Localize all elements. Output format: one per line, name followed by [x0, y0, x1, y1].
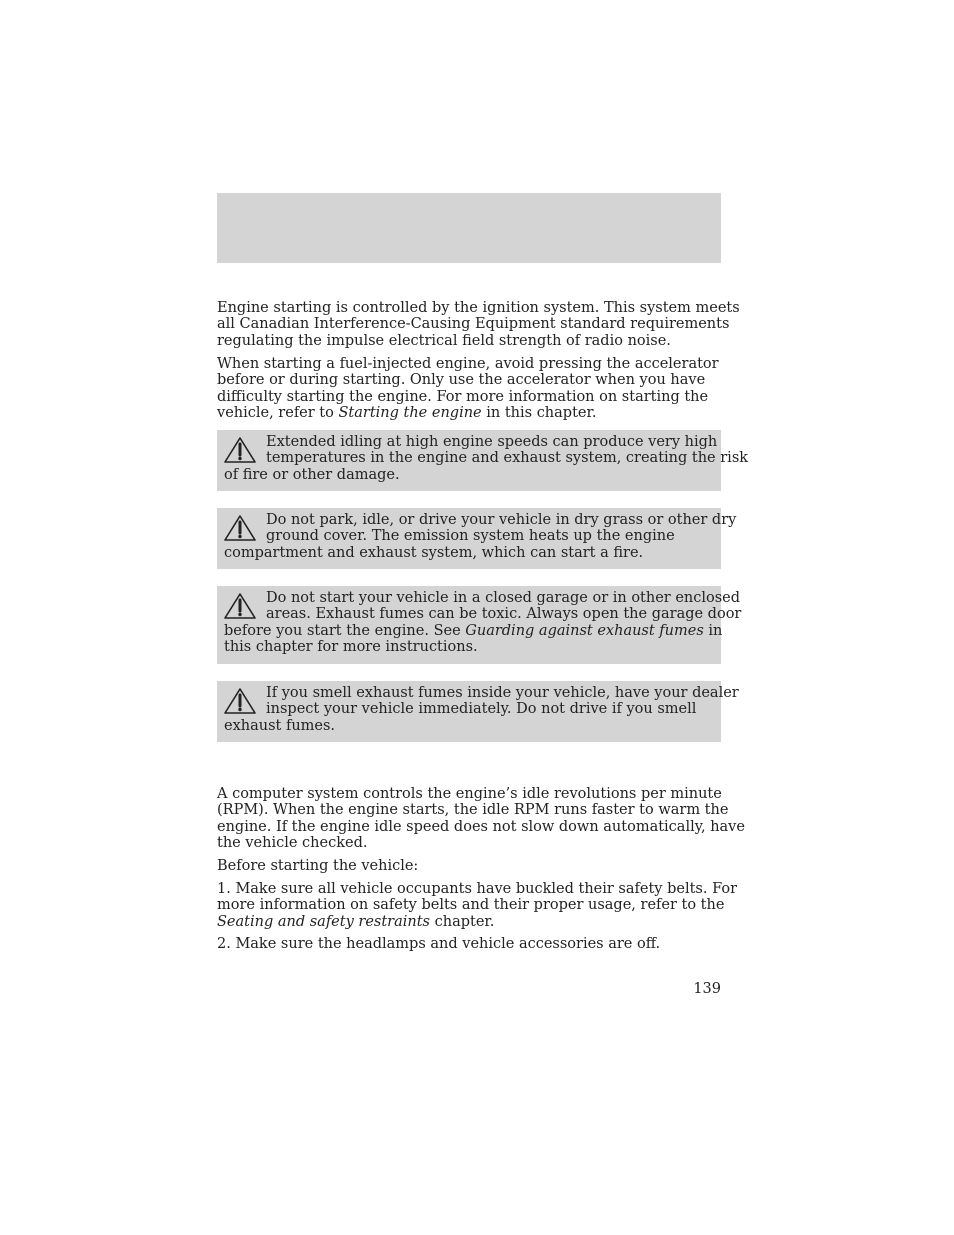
text-line: Do not start your vehicle in a closed garage or in other enclosed	[266, 590, 741, 606]
text-line: before or during starting. Only use the accelerator when you have	[217, 372, 706, 389]
text-line: inspect your vehicle immediately. Do not drive if you smell	[266, 701, 697, 718]
text-line: compartment and exhaust system, which can start a fire.	[224, 544, 644, 561]
warning-text	[224, 512, 736, 561]
text-line: temperatures in the engine and exhaust system, creating the risk	[266, 450, 749, 467]
warning-text	[224, 685, 739, 734]
text-line: Extended idling at high engine speeds can produce very high	[266, 434, 718, 450]
text-line: (RPM). When the engine starts, the idle RPM runs faster to warm the	[217, 802, 729, 819]
text-line: ground cover. The emission system heats up the engine	[266, 528, 675, 545]
text-line: Do not park, idle, or drive your vehicle in dry grass or other dry	[266, 512, 737, 528]
text-line: difficulty starting the engine. For more information on starting the	[217, 388, 709, 405]
cross-reference: Seating and safety restraints	[217, 913, 430, 930]
text-line: exhaust fumes.	[224, 717, 336, 734]
text-fragment: in	[703, 622, 723, 639]
text-fragment: before you start the engine. See	[224, 622, 466, 639]
text-line: 1. Make sure all vehicle occupants have buckled their safety belts. For	[217, 881, 737, 897]
text-line: of fire or other damage.	[224, 466, 400, 483]
before-starting-label: Before starting the vehicle:	[217, 858, 419, 874]
warning-box-dry-grass	[217, 508, 737, 569]
cross-reference: Starting the engine	[338, 404, 482, 421]
text-line: Engine starting is controlled by the ignition system. This system meets	[217, 300, 740, 316]
ignition-paragraph	[217, 300, 740, 349]
text-line: If you smell exhaust fumes inside your vehicle, have your dealer	[266, 685, 739, 701]
text-fragment: chapter.	[430, 913, 495, 930]
section-header-bar	[217, 193, 721, 263]
text-line: in this chapter.	[481, 404, 597, 421]
text-line: all Canadian Interference-Causing Equipment standard requirements	[217, 316, 730, 333]
text-line: the vehicle checked.	[217, 834, 368, 851]
step-1	[217, 881, 737, 930]
fuel-injected-paragraph	[217, 356, 721, 421]
cross-reference: Guarding against exhaust fumes	[465, 622, 704, 639]
warning-box-closed-garage	[217, 586, 742, 664]
text-line: When starting a fuel-injected engine, avoid pressing the accelerator	[217, 356, 719, 372]
page-number: 139	[693, 981, 721, 997]
text-line: areas. Exhaust fumes can be toxic. Always open the garage door	[266, 606, 742, 623]
text-line: regulating the impulse electrical field strength of radio noise.	[217, 332, 671, 349]
warning-box-exhaust-smell	[217, 681, 739, 742]
text-line: vehicle, refer to	[217, 404, 339, 421]
idle-speed-paragraph	[217, 786, 745, 851]
text-line: more information on safety belts and their proper usage, refer to the	[217, 897, 725, 914]
text-line: this chapter for more instructions.	[224, 638, 478, 655]
step-2: 2. Make sure the headlamps and vehicle accessories are off.	[217, 936, 661, 952]
warning-box-idling	[217, 430, 749, 491]
warning-text	[224, 590, 741, 655]
warning-text	[224, 434, 748, 483]
text-line: A computer system controls the engine’s idle revolutions per minute	[217, 786, 722, 802]
text-line	[224, 623, 741, 639]
text-line: engine. If the engine idle speed does not slow down automatically, have	[217, 818, 745, 835]
